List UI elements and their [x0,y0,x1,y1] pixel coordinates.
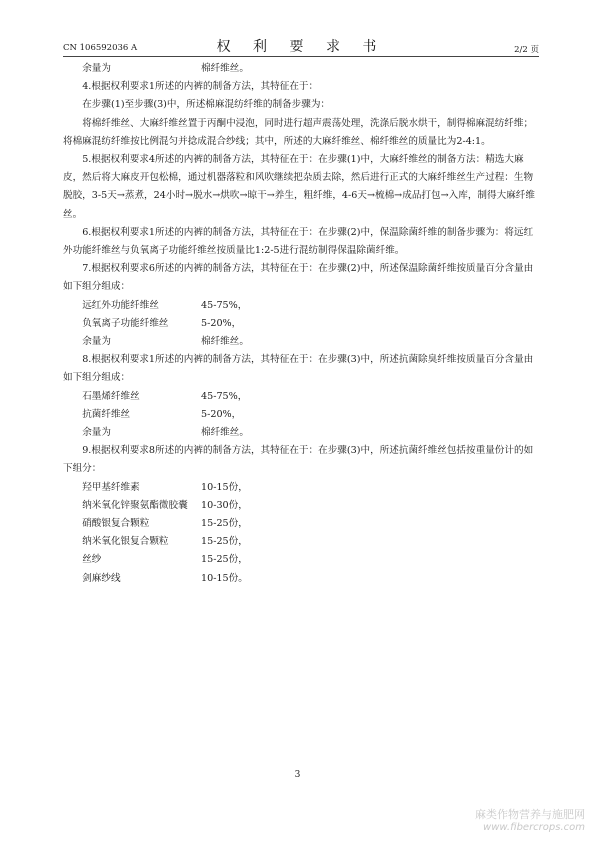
component-value: 10-15份， [201,481,248,493]
component-row [63,388,539,406]
component-row [63,315,539,333]
watermark-site-name: 麻类作物营养与施肥网 [475,808,585,821]
component-row [63,479,539,497]
page-header [63,36,539,58]
claim-4-sub: 在步骤(1)至步骤(3)中，所述棉麻混纺纤维的制备步骤为： [82,99,331,111]
component-row [63,297,539,315]
component-value: 45-75%， [201,299,248,311]
claim-5: 5.根据权利要求4所述的内裤的制备方法，其特征在于：在步骤(1)中，大麻纤维丝的制备方法：精选大麻皮，然后将大麻皮开包松棉，通过机器落粒和风吹继续把杂质去除，然后进行正式的大麻纤维丝生产过程：生物脱胶，3-5天→蒸煮，24小时→脱水→烘吹→晾干→养生，粗纤维，4-6天→梳棉→成品打包→入库，制得大麻纤维丝。 [63,154,535,220]
component-label: 纳米氧化银复合颗粒 [82,536,169,548]
claims-body [63,60,539,588]
claim-8: 8.根据权利要求1所述的内裤的制备方法，其特征在于：在步骤(3)中，所述抗菌除臭纤维按质量百分含量由如下组分组成： [63,354,534,384]
component-value: 15-25份， [201,518,248,530]
component-row [63,515,539,533]
component-row [63,497,539,515]
component-label: 余量为 [82,427,111,439]
component-label: 远红外功能纤维丝 [82,299,159,311]
component-label: 余量为 [82,63,111,74]
component-label: 纳米氧化锌聚氨酯微胶囊 [82,499,188,511]
component-label: 负氧离子功能纤维丝 [82,317,169,329]
component-label: 硝酸银复合颗粒 [82,518,150,530]
component-label: 丝纱 [82,554,102,566]
component-label: 抗菌纤维丝 [82,408,131,420]
component-row [63,333,539,351]
claim-4-body: 将棉纤维丝、大麻纤维丝置于丙酮中浸泡，同时进行超声震荡处理，洗涤后脱水烘干，制得棉麻混纺纤维；将棉麻混纺纤维按比例混匀并捻成混合纱线；其中，所述的大麻纤维丝、棉纤维丝的质量比为2-4:1。 [63,117,534,147]
component-value: 15-25份， [201,536,248,548]
watermark [475,808,585,834]
page-number: 3 [294,770,301,780]
component-label: 石墨烯纤维丝 [82,390,140,402]
component-row [63,551,539,569]
component-row [63,424,539,442]
component-row [63,570,539,588]
component-value: 45-75%， [201,390,248,402]
component-value: 棉纤维丝。 [201,63,249,74]
component-label: 剑麻纱线 [82,572,121,584]
claim-4-intro: 4.根据权利要求1所述的内裤的制备方法，其特征在于： [82,81,319,93]
component-value: 10-30份， [201,499,248,511]
claim-6: 6.根据权利要求1所述的内裤的制备方法，其特征在于：在步骤(2)中，保温除菌纤维的制备步骤为：将远红外功能纤维丝与负氧离子功能纤维丝按质量比1:2-5进行混纺制得保温除菌纤维。 [63,226,534,257]
component-label: 余量为 [82,336,111,348]
document-number: CN 106592036 A [63,43,138,53]
component-value: 15-25份， [201,554,248,566]
claim-9: 9.根据权利要求8所述的内裤的制备方法，其特征在于：在步骤(3)中，所述抗菌纤维丝包括按重量份计的如下组分： [63,445,534,475]
component-row [63,533,539,551]
component-value: 棉纤维丝。 [201,427,249,439]
component-label: 羟甲基纤维素 [82,481,140,493]
document-title: 权 利 要 求 书 [216,39,386,55]
component-value: 10-15份。 [201,572,248,584]
component-value: 5-20%， [201,317,242,329]
watermark-url: www.fibercrops.com [483,822,585,833]
claim-7: 7.根据权利要求6所述的内裤的制备方法，其特征在于：在步骤(2)中，所述保温除菌纤维按质量百分含量由如下组分组成： [63,263,534,293]
component-row [63,60,539,78]
page-indicator: 2/2 页 [514,45,539,55]
component-value: 5-20%， [201,408,242,420]
component-value: 棉纤维丝。 [201,336,249,348]
header-divider [63,56,539,57]
component-row [63,406,539,424]
